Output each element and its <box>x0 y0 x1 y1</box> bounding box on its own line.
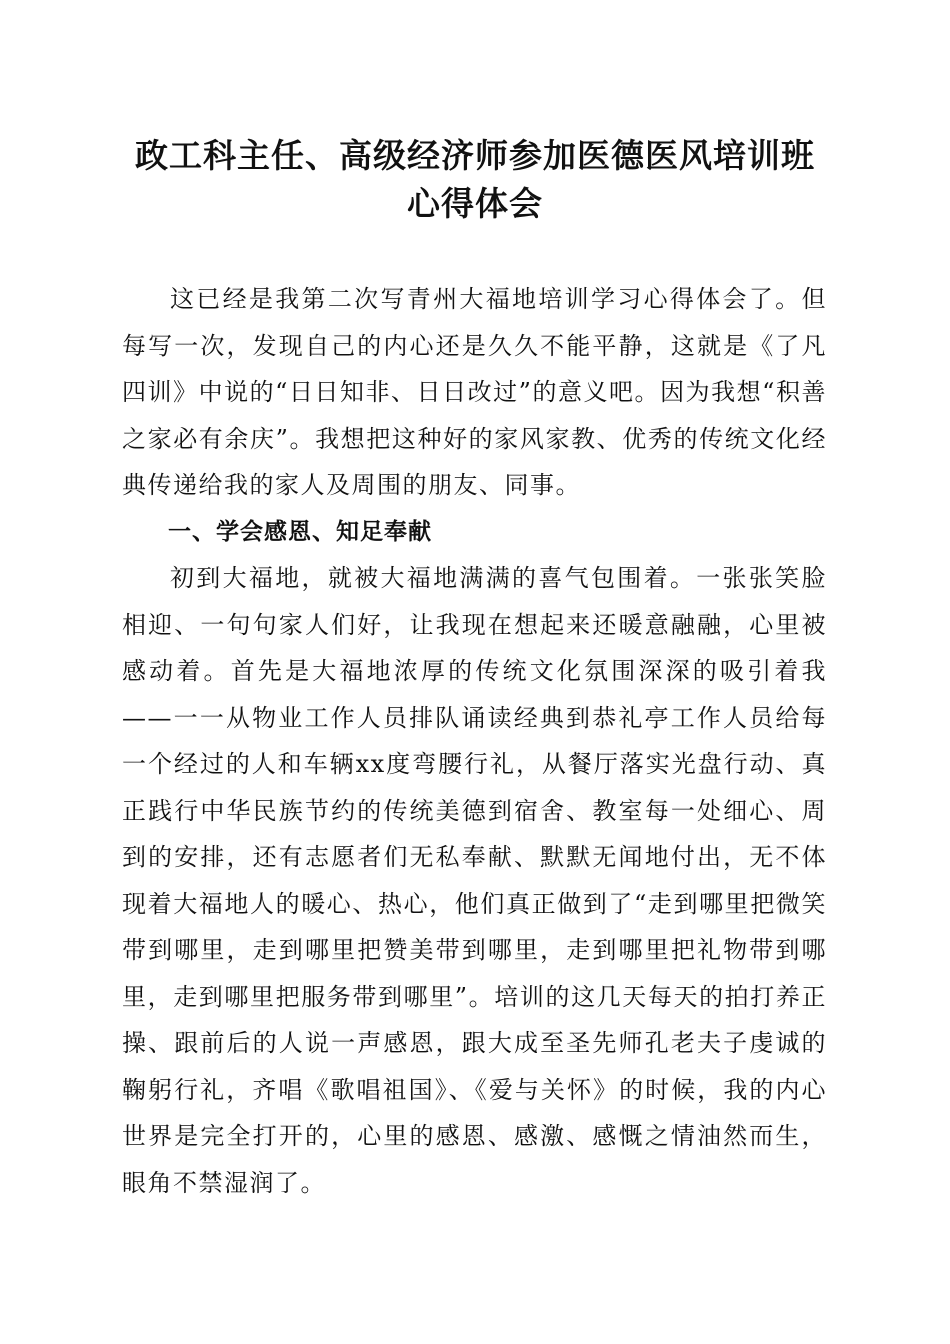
section-1-paragraph: 初到大福地，就被大福地满满的喜气包围着。一张张笑脸相迎、一句句家人们好，让我现在想起来还暖意融融，心里被感动着。首先是大福地浓厚的传统文化氛围深深的吸引着我——一一从物业工作人员排队诵读经典到恭礼亭工作人员给每一个经过的人和车辆xx度弯腰行礼，从餐厅落实光盘行动、真正践行中华民族节约的传统美德到宿舍、教室每一处细心、周到的安排，还有志愿者们无私奉献、默默无闻地付出，无不体现着大福地人的暖心、热心，他们真正做到了“走到哪里把微笑带到哪里，走到哪里把赞美带到哪里，走到哪里把礼物带到哪里，走到哪里把服务带到哪里”。培训的这几天每天的拍打养正操、跟前后的人说一声感恩，跟大成至圣先师孔老夫子虔诚的鞠躬行礼，齐唱《歌唱祖国》、《爱与关怀》的时候，我的内心世界是完全打开的，心里的感恩、感激、感慨之情油然而生，眼角不禁湿润了。 <box>122 564 827 1197</box>
intro-paragraph: 这已经是我第二次写青州大福地培训学习心得体会了。但每写一次，发现自己的内心还是久久不能平静，这就是《了凡四训》中说的“日日知非、日日改过”的意义吧。因为我想“积善之家必有余庆”。我想把这种好的家风家教、优秀的传统文化经典传递给我的家人及周围的朋友、同事。 <box>122 285 827 499</box>
section-heading-1: 一、学会感恩、知足奉献 <box>168 518 432 545</box>
document-title <box>100 132 850 228</box>
document-title-line-2: 心得体会 <box>407 184 543 223</box>
document-title-line-1: 政工科主任、高级经济师参加医德医风培训班 <box>135 136 815 175</box>
document-body <box>122 276 827 1206</box>
